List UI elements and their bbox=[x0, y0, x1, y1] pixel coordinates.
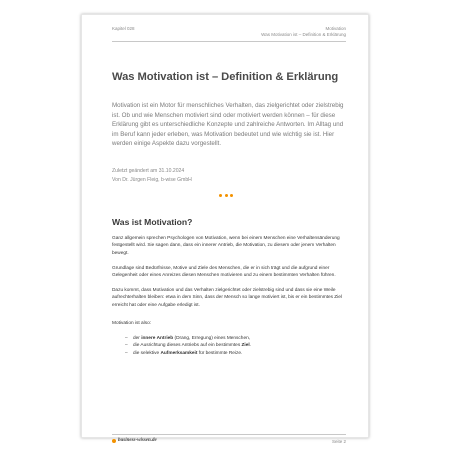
dash-bullet: – bbox=[125, 343, 128, 349]
section-heading: Was ist Motivation? bbox=[112, 217, 193, 227]
list-item: – die selektive Aufmerksamkeit für bestimmte Reize. bbox=[125, 350, 243, 356]
paragraph: Ganz allgemein sprechen Psychologen von Motivation, wenn bei einem Menschen eine Verhaltensänderung festgestellt wird. Sie sagen dann, dass ein innerer Antrieb, die Motivation, zu diesem oder jenem Verhalten bewegt. bbox=[112, 236, 340, 256]
paragraph: Dazu kommt, dass Motivation und das Verhalten zielgerichtet oder zielstrebig sind und dass sie eine Weile aufrechterhalten bleiben: etwa in dem Sinn, dass der Mensch so lange motiviert ist, bis er ein bestimmtes Ziel erreicht hat oder eine Aufgabe erledigt ist. bbox=[112, 287, 342, 308]
article-meta bbox=[112, 167, 192, 184]
bold-term: Ziel bbox=[241, 343, 250, 349]
updated-date: Zuletzt geändert am 31.10.2024 bbox=[112, 168, 185, 174]
footer-divider bbox=[112, 434, 346, 435]
dot-icon bbox=[225, 194, 228, 197]
logo-text: business-wissen.de bbox=[118, 438, 157, 443]
chapter-label: Kapitel 028 bbox=[112, 26, 135, 31]
page-number: Seite 2 bbox=[331, 439, 346, 444]
list-intro: Motivation ist also: bbox=[112, 321, 152, 327]
separator-dots bbox=[219, 194, 233, 197]
definition-list bbox=[112, 335, 346, 357]
intro-paragraph: Motivation ist ein Motor für menschliches Verhalten, das zielgerichtet oder zielstrebig ist. Ob und wie Menschen motiviert sind oder motiviert werden können – für diese Erklärung gibt es unterschiedliche Konzepte und zahlreiche Antworten. Im Alltag und im Beruf kann jeder erleben, was Motivation bedeutet und wie wichtig sie ist. Hier werden einige Aspekte dazu vorgestellt. bbox=[112, 102, 344, 148]
page-title: Was Motivation ist – Definition & Erklärung bbox=[112, 71, 339, 83]
header-divider bbox=[112, 41, 346, 42]
bold-term: innere Antrieb bbox=[141, 335, 174, 341]
logo-dot-icon bbox=[112, 439, 116, 443]
list-item: – der innere Antrieb (Drang, Erregung) eines Menschen, bbox=[125, 335, 251, 341]
running-header bbox=[261, 26, 346, 37]
section-label: Motivation bbox=[325, 26, 346, 31]
paragraph: Grundlage sind Bedürfnisse, Motive und Ziele des Menschen, die er in sich trägt und die aufgrund einer Gelegenheit oder eines Anreizes diesen Menschen motivieren und zu einem bestimmten Verhalten führen. bbox=[112, 265, 336, 279]
bold-term: Aufmerksamkeit bbox=[160, 350, 198, 356]
body-text bbox=[112, 235, 346, 357]
header-subtitle: Was Motivation ist – Definition & Erklärung bbox=[261, 31, 346, 37]
dot-icon bbox=[219, 194, 222, 197]
document-page bbox=[81, 14, 369, 444]
dash-bullet: – bbox=[125, 335, 128, 341]
dot-icon bbox=[230, 194, 233, 197]
list-item: – die Ausrichtung dieses Antriebs auf ein bestimmtes Ziel. bbox=[125, 343, 252, 349]
author-line: Von Dr. Jürgen Fleig, b-wise GmbH bbox=[112, 176, 192, 183]
footer-logo bbox=[112, 438, 157, 443]
dash-bullet: – bbox=[125, 350, 128, 356]
